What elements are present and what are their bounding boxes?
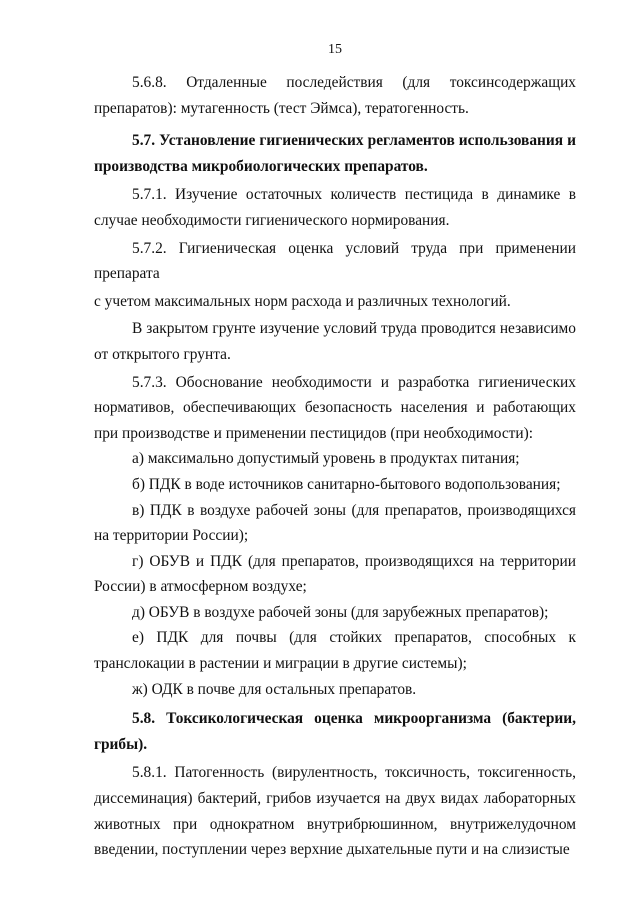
- paragraph-5-7-2-continuation: с учетом максимальных норм расхода и различных технологий.: [94, 292, 511, 310]
- list-item-e: е) ПДК для почвы (для стойких препаратов, способных к транслокации в растении и миграции в другие системы);: [94, 629, 576, 673]
- list-item-g: г) ОБУВ и ПДК (для препаратов, производящихся на территории России) в атмосферном воздухе;: [94, 552, 576, 596]
- paragraph-5-6-8: 5.6.8. Отдаленные последействия (для токсинсодержащих препаратов): мутагенность (тест Эймса), тератогенность.: [94, 74, 576, 117]
- paragraph-5-7-1: 5.7.1. Изучение остаточных количеств пестицида в динамике в случае необходимости гигиенического нормирования.: [94, 186, 576, 229]
- list-item-a: а) максимально допустимый уровень в продуктах питания;: [132, 450, 520, 468]
- heading-5-8: 5.8. Токсикологическая оценка микроорганизма (бактерии, грибы).: [94, 710, 576, 753]
- paragraph-5-7-2: 5.7.2. Гигиеническая оценка условий труда при применении препарата: [94, 239, 576, 283]
- paragraph-5-7-3: 5.7.3. Обоснование необходимости и разработка гигиенических нормативов, обеспечивающих безопасность населения и работающих при производстве и применении пестицидов (при необходимости):: [94, 373, 576, 442]
- paragraph-5-8-1: 5.8.1. Патогенность (вирулентность, токсичность, токсигенность, диссеминация) бактерий, грибов изучается на двух видах лабораторных животных при однократном внутрибрюшинном, внутрижелудочном введении, поступлении через верхние дыхательные пути и на слизистые: [94, 764, 576, 859]
- paragraph-closed-ground: В закрытом грунте изучение условий труда проводится независимо от открытого грунта.: [94, 320, 576, 363]
- heading-5-7: 5.7. Установление гигиенических регламентов использования и производства микробиологических препаратов.: [94, 132, 576, 175]
- list-item-d: д) ОБУВ в воздухе рабочей зоны (для зарубежных препаратов);: [132, 603, 549, 621]
- list-item-b: б) ПДК в воде источников санитарно-бытового водопользования;: [132, 475, 561, 493]
- page-number: 15: [328, 42, 342, 57]
- list-item-v: в) ПДК в воздухе рабочей зоны (для препаратов, производящихся на территории России);: [94, 501, 576, 545]
- list-item-zh: ж) ОДК в почве для остальных препаратов.: [132, 680, 417, 698]
